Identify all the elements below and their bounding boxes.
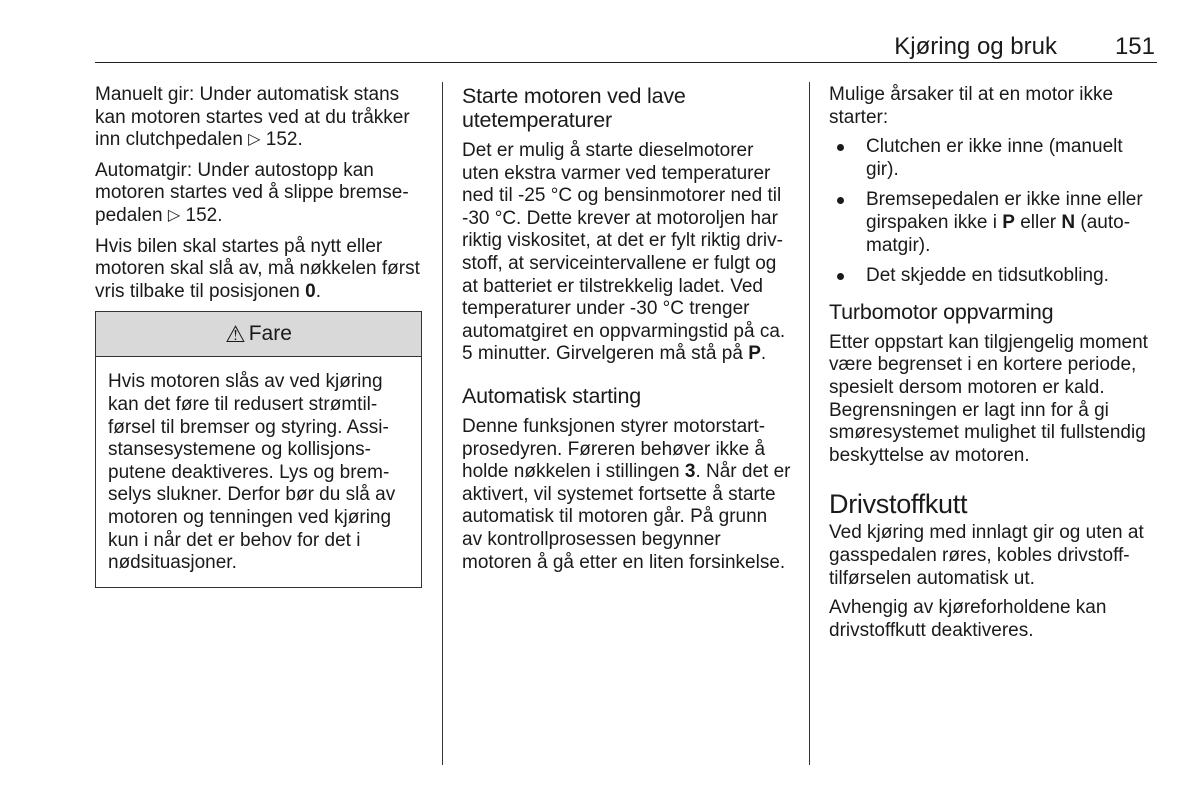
paragraph: Det er mulig å starte dieselmotorer uten ekstra varmer ved temperaturer ned til -25 °C og bensinmotorer ned til -30 °C. Dette krever at motoroljen har riktig viskositet, at det er fylt riktig drivstoff, at serviceintervallene er fulgt og at batteriet er tilstrekkelig ladet. Ved temperaturer under -30 °C trenger automatgiret en oppvarmingstid på ca. 5 minutter. Girvelgeren må stå på P. xyxy=(462,140,786,365)
paragraph: Ved kjøring med innlagt gir og uten at gasspedalen røres, kobles drivstofftilførselen automatisk ut. xyxy=(829,522,1144,589)
paragraph: Denne funksjonen styrer motorstartprosedyren. Føreren behøver ikke å holde nøkkelen i stillingen 3. Når det er aktivert, vil systemet fortsette å starte automatisk til motoren går. På grunn av kontrollprosessen begynner motoren å gå etter en liten forsinkelse. xyxy=(462,415,791,573)
chapter-heading: Drivstoffkutt xyxy=(829,489,968,520)
paragraph: Etter oppstart kan tilgjengelig moment være begrenset i en kortere periode, spesielt dersom motoren er kald. Begrensningen er lagt inn for å gi smøresystemet mulighet til fullstendig beskyttelse av motoren. xyxy=(829,331,1148,466)
list-item: Clutchen er ikke inne (manuelt gir). xyxy=(829,136,1159,181)
page-reference-icon: ▷ xyxy=(167,206,181,224)
column-1 xyxy=(95,84,425,588)
paragraph: Manuelt gir: Under automatisk stans kan motoren startes ved at du tråkker inn clutchpedalen ▷ 152. xyxy=(95,84,410,151)
section-heading: Starte motoren ved lave utetemperaturer xyxy=(462,84,686,132)
list-item: Bremsepedalen er ikke inne eller girspaken ikke i P eller N (automatgir). xyxy=(829,189,1159,257)
section-heading: Turbomotor oppvarming xyxy=(829,299,1054,324)
danger-warning-box xyxy=(95,311,422,587)
bullet-icon xyxy=(837,144,844,151)
page-reference: 152. xyxy=(185,204,223,226)
paragraph: Automatgir: Under autostopp kan motoren startes ved å slippe bremsepedalen ▷ 152. xyxy=(95,159,409,226)
page-reference-icon: ▷ xyxy=(248,131,261,149)
column-2 xyxy=(462,84,792,581)
section-heading: Automatisk starting xyxy=(462,383,642,408)
column-3 xyxy=(829,84,1159,649)
page-reference: 152. xyxy=(265,129,303,151)
cause-list xyxy=(829,136,1159,288)
warning-title: Fare xyxy=(248,322,292,346)
paragraph: Mulige årsaker til at en motor ikke starter: xyxy=(829,84,1114,128)
section-title: Kjøring og bruk xyxy=(894,33,1057,60)
list-item: Det skjedde en tidsutkobling. xyxy=(829,265,1159,288)
column-divider xyxy=(809,82,810,765)
warning-body: Hvis motoren slås av ved kjøring kan det føre til redusert strømtilførsel til bremser og styring. Assistansesystemene og kollisjonsputene deaktiveres. Lys og bremselys slukner. Derfor bør du slå av motoren og tenningen ved kjøring kun i når det er behov for det i nødsituasjoner. xyxy=(108,371,396,574)
warning-triangle-icon: ⚠ xyxy=(225,321,246,348)
paragraph: Hvis bilen skal startes på nytt eller motoren skal slå av, må nøkkelen først vris tilbake til posisjonen 0. xyxy=(95,235,420,302)
page-header xyxy=(95,30,1157,63)
warning-header xyxy=(96,312,421,357)
bullet-icon xyxy=(837,273,844,280)
bullet-icon xyxy=(837,197,844,204)
page-number: 151 xyxy=(1114,33,1155,60)
paragraph: Avhengig av kjøreforholdene kan drivstoffkutt deaktiveres. xyxy=(829,597,1107,641)
column-divider xyxy=(442,82,443,765)
